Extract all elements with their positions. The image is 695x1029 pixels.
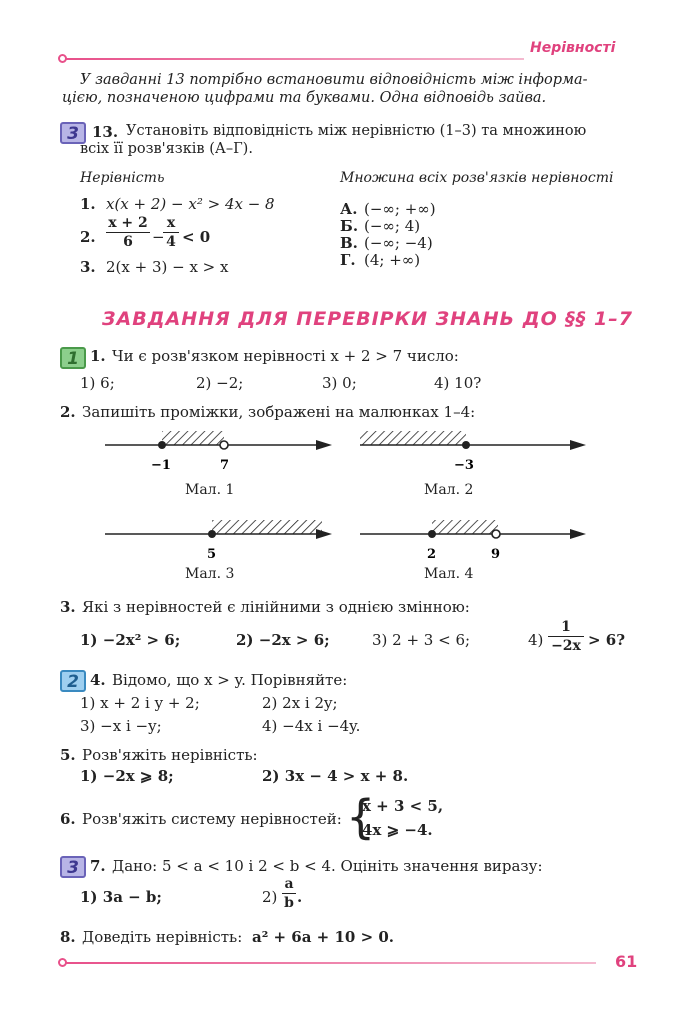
task-1-number: 1.: [90, 347, 106, 365]
level-3-badge: 3: [60, 856, 86, 878]
header-rule: [66, 58, 524, 60]
answer-g: (4; +∞): [364, 251, 421, 269]
task-13-number: 13.: [92, 123, 119, 141]
task-1-text: Чи є розв'язком нерівності x + 2 > 7 число:: [112, 347, 459, 365]
task-7-option-2-prefix: 2): [262, 888, 278, 906]
answer-a: (−∞; +∞): [364, 200, 436, 218]
footer-rule: [66, 962, 596, 964]
task-6-system-line-1: x + 3 < 5,: [362, 797, 444, 815]
task-1-option-3: 3) 0;: [322, 374, 357, 392]
task-4-option-4: 4) −4x і −4y.: [262, 717, 361, 735]
intro-line-2: цією, позначеною цифрами та буквами. Одна відповідь зайва.: [62, 90, 547, 106]
col-header-solution-set: Множина всіх розв'язків нерівності: [340, 170, 614, 186]
task-2-number: 2.: [60, 403, 76, 421]
task-8-text: Доведіть нерівність:: [82, 928, 243, 946]
task-8-number: 8.: [60, 928, 76, 946]
fig-4-caption: Мал. 4: [424, 566, 474, 582]
ineq-2-fraction-2-den: 4: [166, 234, 176, 250]
task-4-number: 4.: [90, 671, 106, 689]
level-3-badge: 3: [60, 122, 86, 144]
answer-b: (−∞; 4): [364, 217, 421, 235]
answer-g-label: Г.: [340, 251, 356, 269]
task-3-option-2: 2) −2x > 6;: [236, 631, 330, 649]
ineq-2-minus: −: [152, 228, 165, 246]
page-number: 61: [615, 952, 638, 971]
task-5-option-2: 2) 3x − 4 > x + 8.: [262, 767, 409, 785]
task-1-option-1: 1) 6;: [80, 374, 115, 392]
ineq-2-fraction-1-den: 6: [123, 234, 133, 250]
fig-4-label-b: 9: [491, 547, 501, 562]
task-7-number: 7.: [90, 857, 106, 875]
task-6-text: Розв'яжіть систему нерівностей:: [82, 810, 342, 828]
task-13-line-1: Установіть відповідність між нерівністю (1–3) та множиною: [126, 123, 587, 139]
number-line-fig-3: [100, 514, 340, 564]
fig-1-label-b: 7: [220, 458, 230, 473]
answer-a-label: А.: [340, 200, 358, 218]
task-7-text: Дано: 5 < a < 10 і 2 < b < 4. Оцініть значення виразу:: [112, 857, 543, 875]
ineq-2-fraction-2: [163, 214, 179, 251]
section-title: ЗАВДАННЯ ДЛЯ ПЕРЕВІРКИ ЗНАНЬ ДО §§ 1–7: [102, 308, 633, 330]
task-4-text: Відомо, що x > y. Порівняйте:: [112, 671, 348, 689]
task-3-option-4-prefix: 4): [528, 631, 544, 649]
fig-3-caption: Мал. 3: [185, 566, 235, 582]
ineq-1: x(x + 2) − x² > 4x − 8: [106, 195, 275, 213]
task-4-option-1: 1) x + 2 і y + 2;: [80, 694, 200, 712]
task-2-text: Запишіть проміжки, зображені на малюнках 1–4:: [82, 403, 476, 421]
ineq-2-rest: < 0: [182, 228, 211, 246]
ineq-2-fraction-2-num: x: [163, 214, 179, 233]
task-7-option-2-num: a: [282, 875, 296, 894]
task-3-option-4-fraction: [548, 618, 584, 655]
level-2-badge: 2: [60, 670, 86, 692]
intro-line-1: У завданні 13 потрібно встановити відповідність між інформа-: [80, 72, 588, 88]
task-3-option-1: 1) −2x² > 6;: [80, 631, 181, 649]
task-8-expression: a² + 6a + 10 > 0.: [252, 928, 395, 946]
number-line-fig-1: [100, 425, 340, 475]
ineq-2-num: 2.: [80, 228, 96, 246]
number-line-fig-2: [356, 425, 596, 475]
ineq-2-fraction-1: [106, 214, 150, 251]
task-5-text: Розв'яжіть нерівність:: [82, 746, 258, 764]
fig-2-label-a: −3: [454, 458, 474, 473]
task-3-number: 3.: [60, 598, 76, 616]
task-6-system-line-2: 4x ⩾ −4.: [362, 821, 433, 839]
section-header: Нерівності: [530, 40, 616, 56]
ineq-2-fraction-1-num: x + 2: [106, 214, 150, 233]
task-5-option-1: 1) −2x ⩾ 8;: [80, 767, 174, 785]
task-7-option-2-den: b: [284, 895, 294, 911]
level-1-badge: 1: [60, 347, 86, 369]
task-5-number: 5.: [60, 746, 76, 764]
number-line-fig-4: [356, 514, 596, 564]
answer-b-label: Б.: [340, 217, 359, 235]
task-3-option-4-suffix: > 6?: [588, 631, 626, 649]
fig-4-label-a: 2: [427, 547, 437, 562]
task-3-option-3: 3) 2 + 3 < 6;: [372, 631, 471, 649]
task-1-option-4: 4) 10?: [434, 374, 482, 392]
system-brace: {: [346, 790, 376, 844]
task-7-option-1: 1) 3a − b;: [80, 888, 162, 906]
fig-2-caption: Мал. 2: [424, 482, 474, 498]
task-4-option-3: 3) −x і −y;: [80, 717, 162, 735]
task-1-option-2: 2) −2;: [196, 374, 244, 392]
fig-3-label-a: 5: [207, 547, 217, 562]
fig-1-label-a: −1: [151, 458, 171, 473]
task-3-option-4-den: −2x: [551, 638, 581, 654]
ineq-1-num: 1.: [80, 195, 96, 213]
answer-v-label: В.: [340, 234, 358, 252]
task-7-option-2-fraction: [282, 875, 296, 912]
task-7-option-2-suffix: .: [297, 888, 303, 906]
ineq-3-num: 3.: [80, 258, 96, 276]
task-3-option-4-num: 1: [548, 618, 584, 637]
task-3-text: Які з нерівностей є лінійними з однією змінною:: [82, 598, 470, 616]
answer-v: (−∞; −4): [364, 234, 433, 252]
fig-1-caption: Мал. 1: [185, 482, 235, 498]
task-4-option-2: 2) 2x і 2y;: [262, 694, 338, 712]
task-6-number: 6.: [60, 810, 76, 828]
col-header-inequality: Нерівність: [80, 170, 165, 186]
ineq-3: 2(x + 3) − x > x: [106, 258, 229, 276]
task-13-line-2: всіх її розв'язків (А–Г).: [80, 141, 253, 157]
